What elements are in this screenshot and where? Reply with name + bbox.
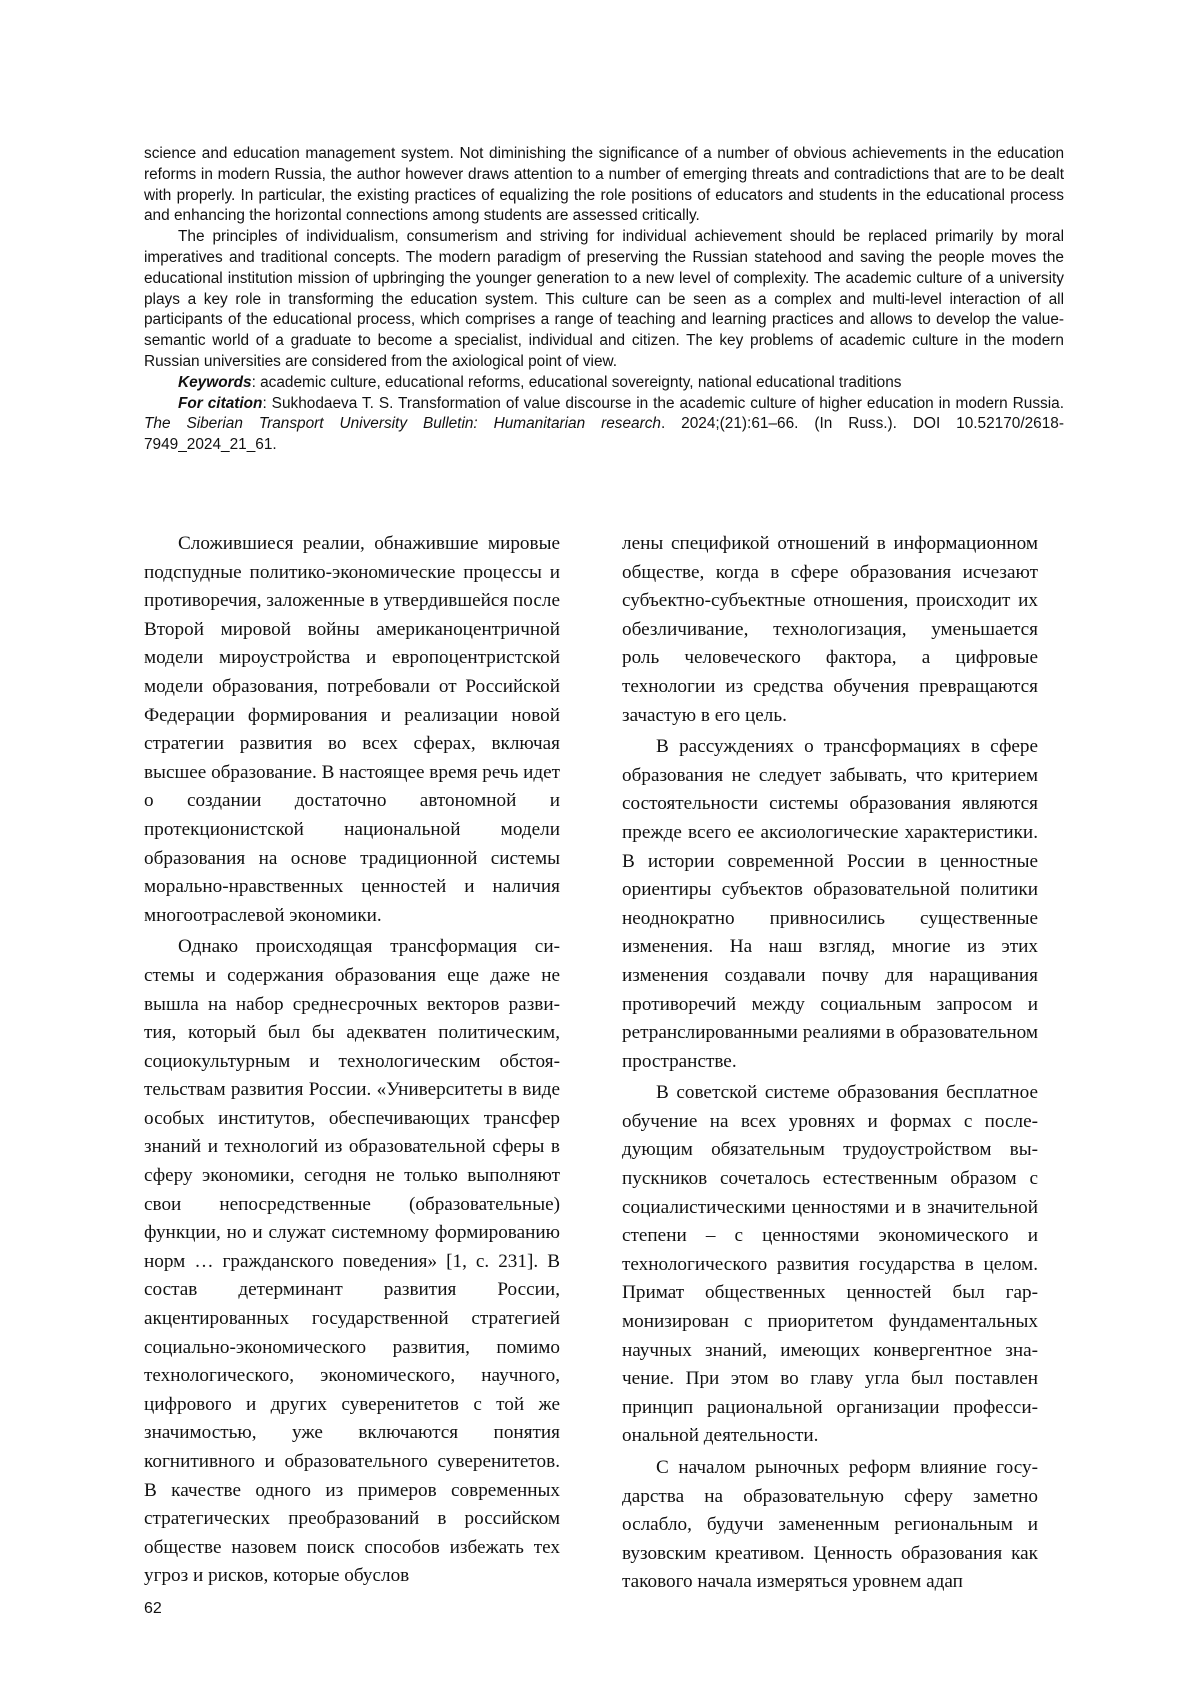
abstract-paragraph-2: The principles of individualism, consumerism and striving for individual achievement should be replaced primarily by moral imperatives and traditional concepts. The modern paradigm of preserving the Russian statehood and saving the people moves the educational institution mission of upbringing the younger generation to a new level of complexity. The academic culture of a university plays a key role in transforming the education system. This culture can be seen as a complex and multi-level interaction of all participants of the educational process, which comprises a range of teaching and learning practices and allows to develop the value-semantic world of a graduate to become a specialist, individual and citizen. The key problems of academic culture in the modern Russian universities are considered from the axiological point of view.: [144, 228, 1064, 370]
page-number: 62: [144, 1600, 162, 1617]
abstract-block: [144, 144, 1064, 456]
body-paragraph: Однако происходящая трансформация системы и содержания образования еще даже не вышла на набор среднесрочных векторов развития, который был бы адекватен политическим, социокультурным и технологическим обстоятельствам развития России. «Университеты в виде особых институтов, обеспечивающих трансфер знаний и технологий из образовательной сферы в сферу экономики, сегодня не только выполняют свои непосредственные (образовательные) функции, но и служат системному формированию норм … гражданского поведения» [1, с. 231]. В состав детерминант развития России, акцентированных государственной стратегией социально-экономического развития, помимо технологического, экономического, научного, цифрового и других суверенитетов с той же значимостью, уже включаются понятия когнитивного и образовательного суверенитетов. В качестве одного из примеров современных стратегических преобразований в российском обществе назовем поиск способов избежать тех угроз и рисков, которые обуслов: [144, 936, 560, 1587]
body-paragraph: Сложившиеся реалии, обнажившие мировые подспудные политико-экономические процессы и противоречия, заложенные в утвердившейся после Второй мировой войны американоцентричной модели мироустройства и европоцентристской модели образования, потребовали от Российской Федерации формирования и реализации новой стратегии развития во всех сферах, включая высшее образование. В настоящее время речь идет о создании достаточно автономной и протекционистской национальной модели образования на основе традиционной системы морально-нравственных ценностей и наличия многоотраслевой экономики.: [144, 533, 560, 926]
citation-line: [144, 394, 1064, 456]
citation-text: : Sukhodaeva T. S. Transformation of value discourse in the academic culture of higher education in modern Russia.: [262, 394, 1064, 412]
citation-tail: . 2024;(21):61–66. (In Russ.). DOI 10.52170/2618-7949_2024_21_61.: [144, 415, 1064, 454]
citation-label: For citation: [178, 394, 263, 412]
body-paragraph: В рассуждениях о трансформациях в сфере образования не следует забывать, что критерием состоятельности системы образования являются прежде всего ее аксиологические характеристики. В истории современной России в ценностные ориентиры субъектов образовательной политики неоднократно привносились существенные изменения. На наш взгляд, многие из этих изменения создавали почву для наращивания противоречий между социальным запросом и ретранслированными реалиями в образовательном пространстве.: [622, 736, 1038, 1072]
body-paragraph: С началом рыночных реформ влияние государства на образовательную сферу заметно ослабло, будучи замененным региональным и вузовским креативом. Ценность образования как такового начала измеряться уровнем адап: [622, 1457, 1038, 1593]
keywords-text: : academic culture, educational reforms, educational sovereignty, national educational traditions: [251, 373, 902, 391]
body-column-right: [622, 530, 1038, 1600]
keywords-line: [144, 373, 1064, 394]
citation-journal: The Siberian Transport University Bulletin: Humanitarian research: [144, 415, 661, 433]
body-paragraph: лены спецификой отношений в информационном обществе, когда в сфере образования исчезают субъектно-субъектные отношения, происходит их обезличивание, технологизация, уменьшается роль человеческого фактора, а цифровые технологии из средства обучения превращаются зачастую в его цель.: [622, 533, 1038, 726]
abstract-paragraph-1: science and education management system. Not diminishing the significance of a number of obvious achievements in the education reforms in modern Russia, the author however draws attention to a number of emerging threats and contradictions that are to be dealt with properly. In particular, the existing practices of equalizing the role positions of educators and students in the educational process and enhancing the horizontal connections among students are assessed critically.: [144, 145, 1064, 225]
body-column-left: [144, 530, 560, 1594]
keywords-label: Keywords: [178, 373, 252, 391]
body-paragraph: В советской системе образования бесплатное обучение на всех уровнях и формах с последующим обязательным трудоустройством выпускников сочеталось естественным образом с социалистическими ценностями и в значительной степени – с ценностями экономического и технологического развития государства в целом. Примат общественных ценностей был гармонизирован с приоритетом фундаментальных научных знаний, имеющих конвергентное значение. При этом во главу угла был поставлен принцип рациональной организации профессиональной деятельности.: [622, 1082, 1038, 1447]
